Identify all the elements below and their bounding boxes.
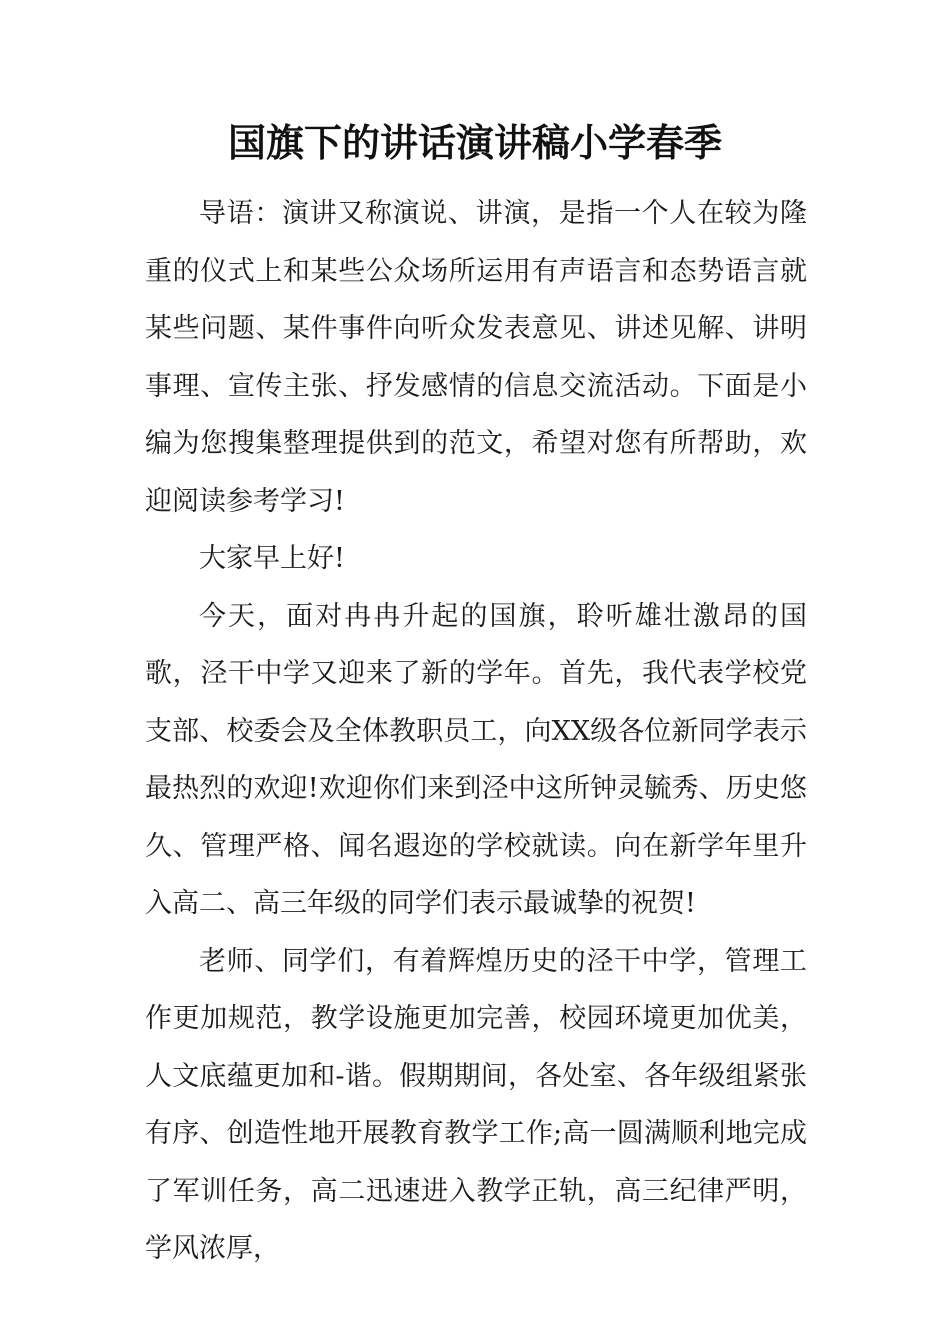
paragraph-intro: 导语：演讲又称演说、讲演，是指一个人在较为隆重的仪式上和某些公众场所运用有声语言和态势语言就某些问题、某件事件向听众发表意见、讲述见解、讲明事理、宣传主张、抒发感情的信息交流活动。下面是小编为您搜集整理提供到的范文，希望对您有所帮助，欢迎阅读参考学习! [145, 198, 807, 517]
document-body [145, 185, 807, 1278]
paragraph-welcome: 今天，面对冉冉升起的国旗，聆听雄壮激昂的国歌，泾干中学又迎来了新的学年。首先，我代表学校党支部、校委会及全体教职员工，向XX级各位新同学表示最热烈的欢迎!欢迎你们来到泾中这所钟灵毓秀、历史悠久、管理严格、闻名遐迩的学校就读。向在新学年里升入高二、高三年级的同学们表示最诚挚的祝贺! [145, 600, 807, 919]
paragraph-school-overview: 老师、同学们，有着辉煌历史的泾干中学，管理工作更加规范，教学设施更加完善，校园环境更加优美，人文底蕴更加和-谐。假期期间，各处室、各年级组紧张有序、创造性地开展教育教学工作;高一圆满顺利地完成了军训任务，高二迅速进入教学正轨，高三纪律严明，学风浓厚， [145, 945, 807, 1264]
paragraph-greeting: 大家早上好! [199, 543, 345, 574]
document-title: 国旗下的讲话演讲稿小学春季 [227, 120, 722, 165]
